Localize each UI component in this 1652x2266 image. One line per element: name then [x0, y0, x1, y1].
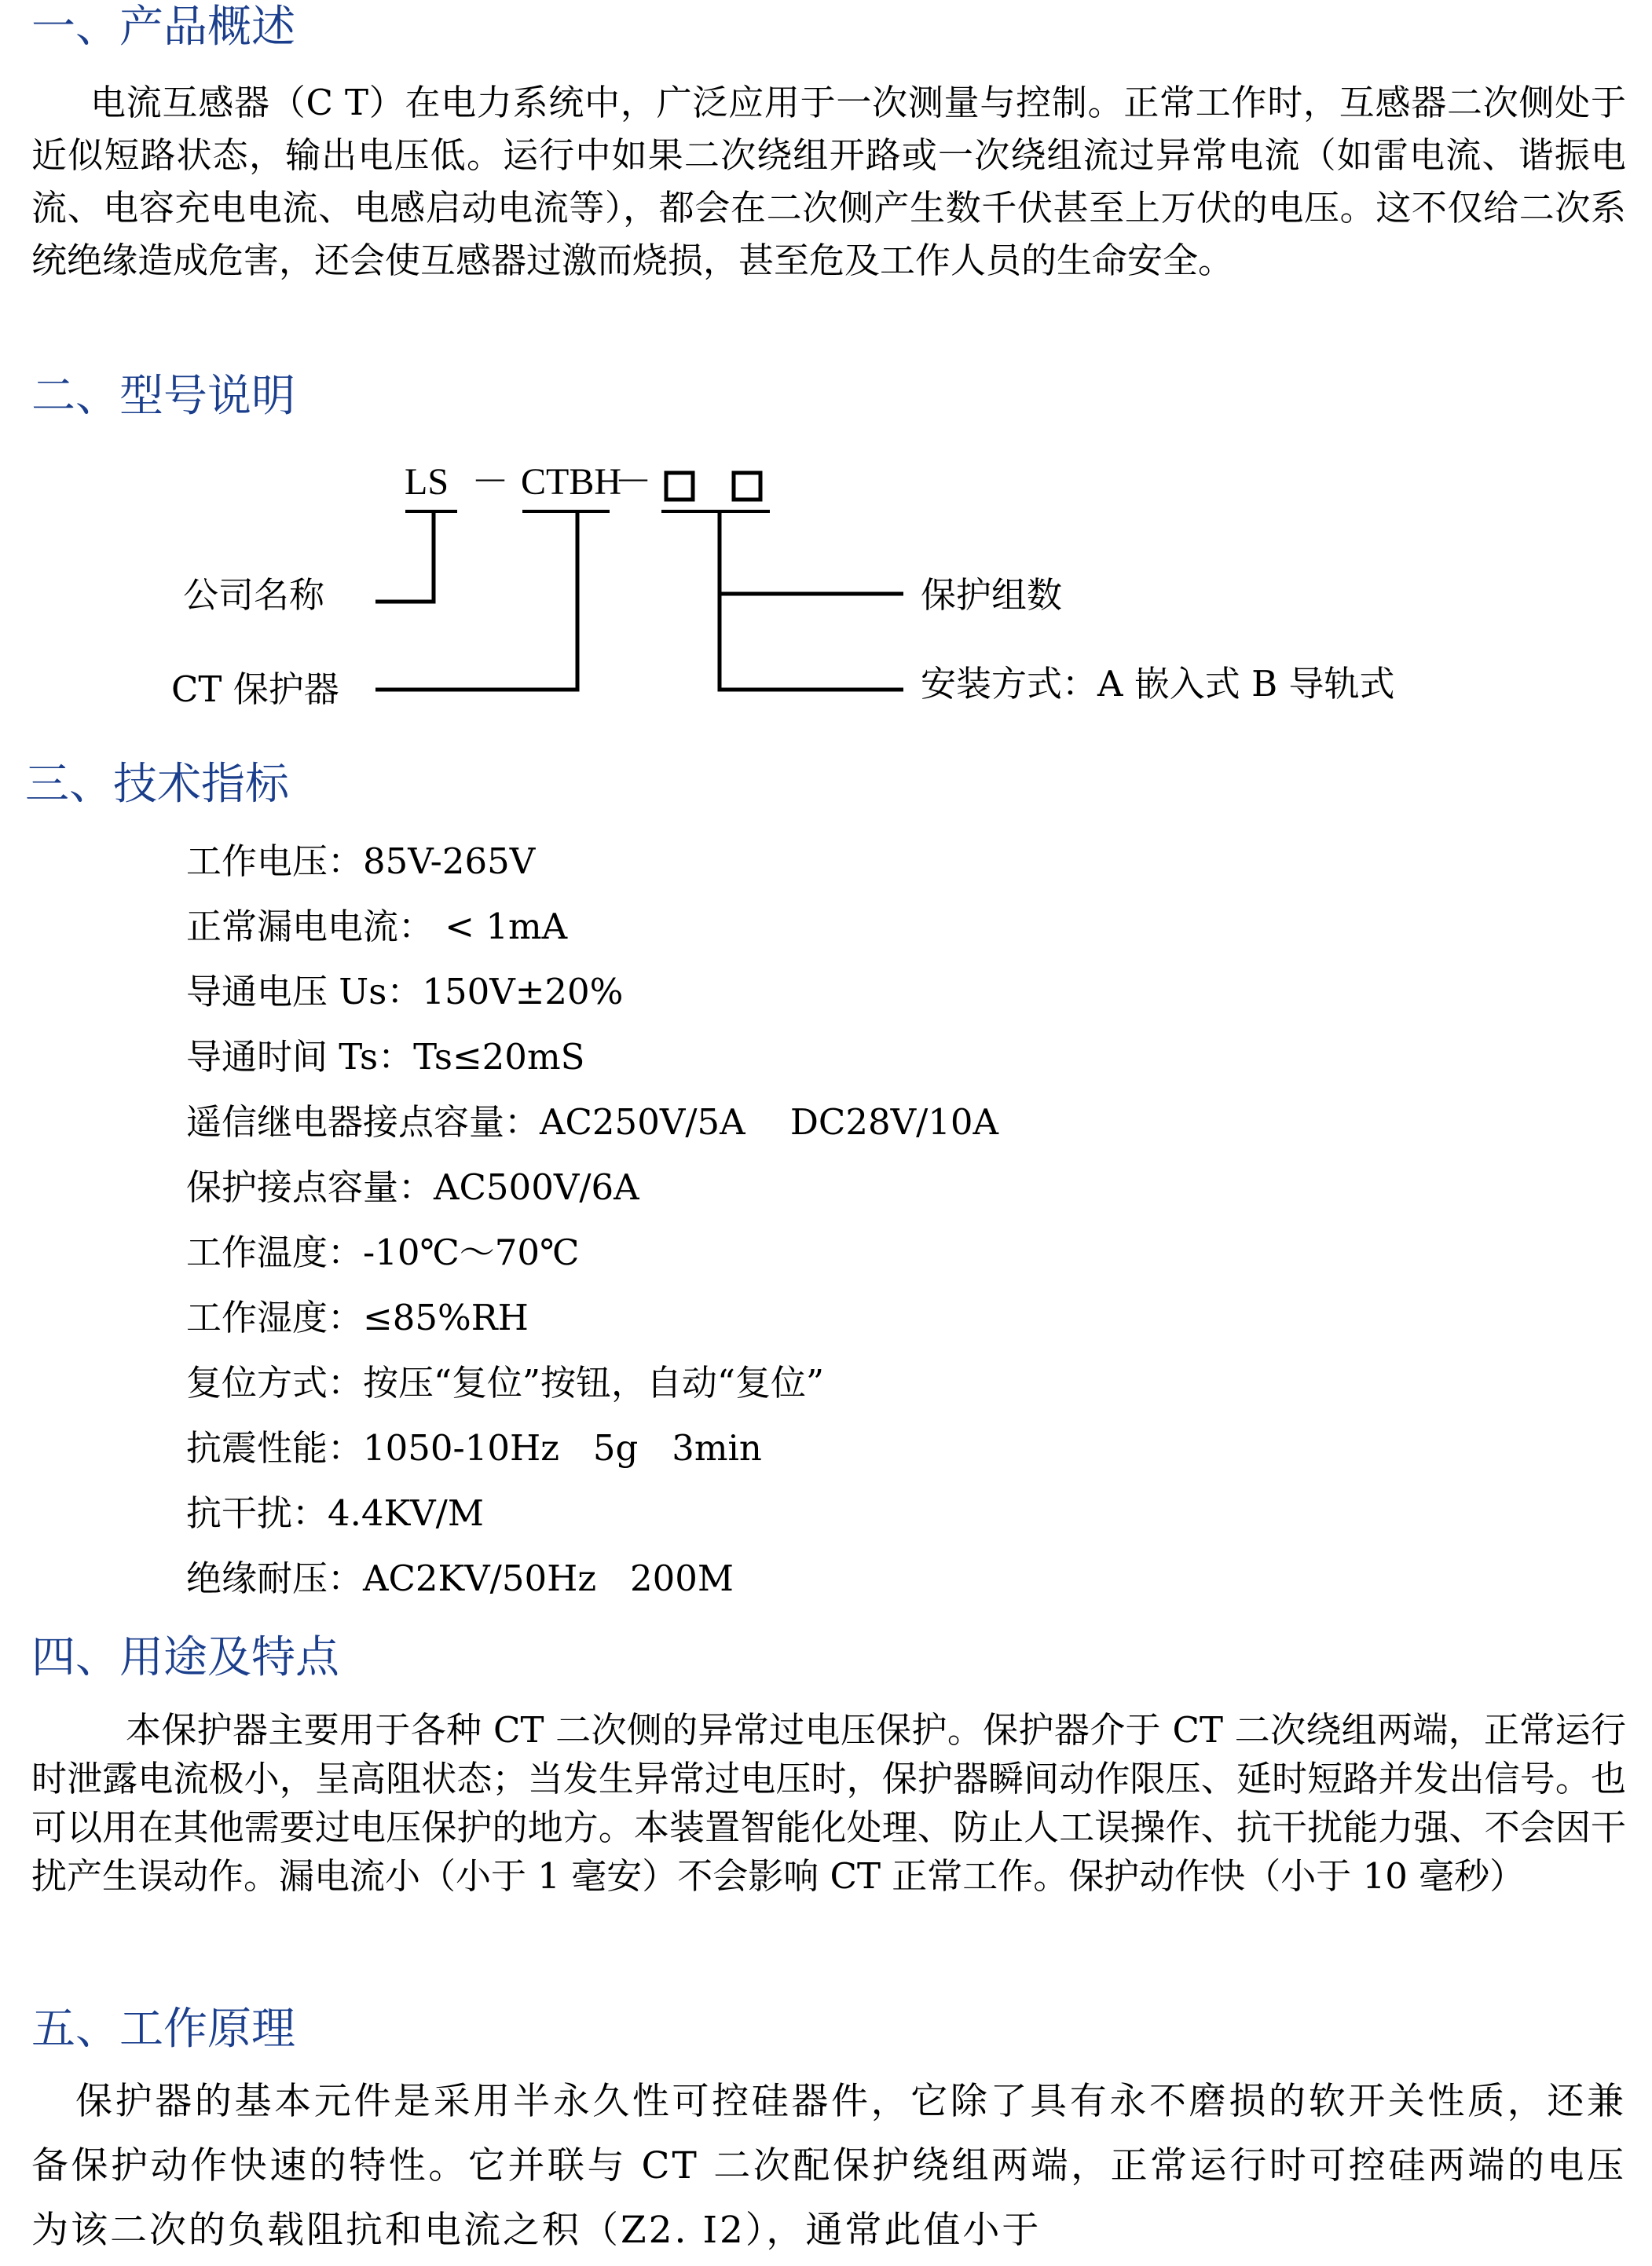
section-heading-specs: 三、技术指标	[25, 759, 289, 810]
model-placeholder-box-1	[666, 473, 693, 500]
spec-item: 工作湿度：≤85%RH	[186, 1297, 529, 1338]
spec-item: 复位方式：按压“复位”按钮，自动“复位”	[186, 1362, 825, 1404]
spec-item: 遥信继电器接点容量：AC250V/5A DC28V/10A	[186, 1101, 999, 1143]
section-heading-principle: 五、工作原理	[31, 2004, 295, 2055]
overview-text: 电流互感器（C T）在电力系统中，广泛应用于一次测量与控制。正常工作时，互感器二次侧处于近似短路状态，输出电压低。运行中如果二次绕组开路或一次绕组流过异常电流（如雷电流、谐振电流、电容充电电流、电感启动电流等），都会在二次侧产生数千伏甚至上万伏的电压。这不仅给二次系统绝缘造成危害，还会使互感器过激而烧损，甚至危及工作人员的生命安全。	[31, 82, 1626, 281]
spec-item: 绝缘耐压：AC2KV/50Hz 200M	[186, 1558, 734, 1599]
usage-paragraph	[31, 1706, 1626, 1901]
section-heading-overview: 一、产品概述	[31, 2, 295, 53]
label-installation-type: 安装方式：A 嵌入式 B 导轨式	[921, 663, 1395, 705]
model-code-dash-2: －	[614, 461, 653, 503]
spec-item: 正常漏电电流： < 1mA	[186, 906, 568, 947]
section-heading-model: 二、型号说明	[31, 371, 295, 422]
label-company-name: 公司名称	[183, 574, 325, 616]
spec-item: 保护接点容量：AC500V/6A	[186, 1166, 639, 1208]
label-ct-protector: CT 保护器	[171, 668, 339, 710]
label-protection-groups: 保护组数	[921, 574, 1063, 616]
model-code-dash-1: －	[471, 461, 510, 503]
principle-paragraph	[31, 2070, 1626, 2263]
model-code-ctbh: CTBH	[521, 461, 622, 503]
usage-text: 本保护器主要用于各种 CT 二次侧的异常过电压保护。保护器介于 CT 二次绕组两端，正常运行时泄露电流极小，呈高阻状态；当发生异常过电压时，保护器瞬间动作限压、延时短路并发出信号。也可以用在其他需要过电压保护的地方。本装置智能化处理、防止人工误操作、抗干扰能力强、不会因干扰产生误动作。漏电流小（小于 1 毫安）不会影响 CT 正常工作。保护动作快（小于 10 毫秒）	[31, 1709, 1626, 1897]
spec-item: 导通时间 Ts：Ts≤20mS	[186, 1036, 585, 1078]
spec-item: 抗震性能：1050-10Hz 5g 3min	[186, 1427, 762, 1469]
principle-text: 保护器的基本元件是采用半永久性可控硅器件，它除了具有永不磨损的软开关性质，还兼备保护动作快速的特性。它并联与 CT 二次配保护绕组两端，正常运行时可控硅两端的电压为该二次的负载阻抗和电流之积（Z2. I2），通常此值小于	[31, 2080, 1627, 2252]
spec-item: 工作温度：-10℃～70℃	[186, 1232, 580, 1273]
model-placeholder-box-2	[734, 473, 760, 500]
spec-item: 导通电压 Us：150V±20%	[186, 971, 624, 1012]
spec-item: 抗干扰：4.4KV/M	[186, 1492, 484, 1534]
model-code-ls: LS	[405, 461, 449, 503]
spec-item: 工作电压：85V-265V	[186, 840, 536, 882]
section-heading-usage: 四、用途及特点	[31, 1632, 339, 1683]
